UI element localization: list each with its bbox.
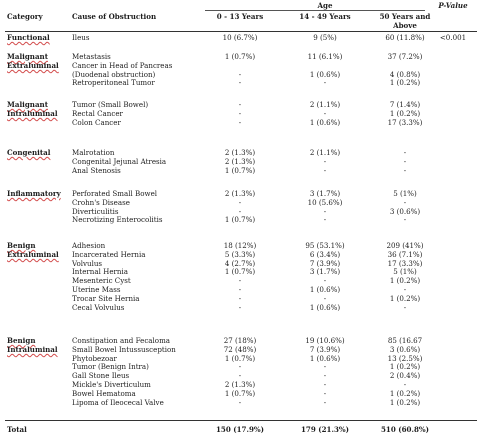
count-14-49-cell: -	[323, 371, 327, 381]
total-14-49: 179 (21.3%)	[300, 425, 349, 434]
count-14-49-cell: 11 (6.1%)	[307, 52, 343, 61]
cause-cell: Incarcerated Hernia	[72, 249, 146, 259]
count-0-13-cell: 1 (0.7%)	[224, 267, 256, 277]
count-0-13-cell: -	[238, 397, 242, 407]
count-14-49-cell: 2 (1.1%)	[309, 100, 341, 109]
category-label: Extraluminal	[7, 60, 59, 70]
cause-cell: Ileus	[72, 33, 90, 42]
count-0-13-cell: -	[238, 293, 242, 303]
col3-header-line1: 50 Years and	[379, 12, 431, 21]
count-50-above-cell: 5 (1%)	[393, 189, 417, 198]
category-label: Malignant	[7, 100, 48, 109]
cause-cell: Colon Cancer	[72, 117, 121, 127]
cause-cell: Rectal Cancer	[72, 108, 123, 118]
category-label: Intraluminal	[7, 108, 58, 118]
count-50-above-cell: -	[403, 302, 407, 312]
age-rule	[205, 10, 425, 11]
category-label: Intraluminal	[7, 344, 58, 354]
count-14-49-cell: 7 (3.9%)	[309, 258, 341, 268]
count-50-above-cell: 3 (0.6%)	[389, 206, 421, 216]
count-50-above-cell: -	[403, 148, 407, 157]
count-14-49-cell: -	[323, 108, 327, 118]
cause-header: Cause of Obstruction	[72, 12, 157, 21]
cause-cell: Perforated Small Bowel	[72, 189, 158, 198]
count-0-13-cell: 2 (1.3%)	[224, 189, 256, 198]
total-label: Total	[7, 425, 27, 434]
count-0-13-cell: 27 (18%)	[223, 336, 257, 345]
category-label: Functional	[7, 33, 50, 42]
cause-cell: Diverticulitis	[72, 206, 119, 216]
count-0-13-cell: 2 (1.3%)	[224, 156, 256, 166]
count-50-above-cell: -	[403, 285, 407, 294]
cause-cell: Bowel Hematoma	[72, 388, 136, 398]
cause-cell: Internal Hernia	[72, 267, 128, 277]
count-0-13-cell: 18 (12%)	[223, 241, 257, 250]
count-14-49-cell: -	[323, 380, 327, 389]
count-50-above-cell: 60 (11.8%)	[385, 33, 425, 42]
count-14-49-cell: 1 (0.6%)	[309, 117, 341, 127]
count-14-49-cell: -	[323, 293, 327, 303]
count-0-13-cell: 2 (1.3%)	[224, 148, 256, 157]
col2-header: 14 - 49 Years	[299, 12, 351, 21]
count-0-13-cell: 5 (3.3%)	[224, 249, 256, 259]
header-rule	[5, 31, 477, 32]
count-50-above-cell: -	[403, 197, 407, 207]
count-50-above-cell: 36 (7.1%)	[387, 249, 423, 259]
count-14-49-cell: 7 (3.9%)	[309, 344, 341, 354]
cause-cell: Gall Stone Ileus	[72, 371, 130, 381]
count-50-above-cell: 2 (0.4%)	[389, 371, 421, 381]
count-14-49-cell: 9 (5%)	[313, 33, 337, 42]
count-0-13-cell: -	[238, 276, 242, 286]
count-0-13-cell: -	[238, 285, 242, 294]
count-50-above-cell: 4 (0.8%)	[389, 69, 421, 79]
cause-cell: Volvulus	[72, 258, 103, 268]
count-50-above-cell: 17 (3.3%)	[387, 117, 423, 127]
category-header: Category	[7, 12, 43, 21]
count-14-49-cell: -	[323, 397, 327, 407]
count-50-above-cell: 5 (1%)	[393, 267, 417, 277]
count-50-above-cell: 1 (0.2%)	[389, 388, 421, 398]
cause-cell: Uterine Mass	[72, 285, 121, 294]
count-0-13-cell: -	[238, 108, 242, 118]
count-14-49-cell: 6 (3.4%)	[309, 249, 341, 259]
count-0-13-cell: -	[238, 117, 242, 127]
count-14-49-cell: 3 (1.7%)	[309, 189, 341, 198]
category-label: Extraluminal	[7, 249, 59, 259]
count-0-13-cell: -	[238, 78, 242, 88]
count-14-49-cell: -	[323, 276, 327, 286]
count-14-49-cell: -	[323, 215, 327, 225]
count-0-13-cell: 1 (0.7%)	[224, 215, 256, 225]
category-label: Congenital	[7, 148, 51, 157]
cause-cell: Tumor (Benign Intra)	[72, 362, 149, 372]
count-14-49-cell: -	[323, 156, 327, 166]
count-14-49-cell: 95 (53.1%)	[305, 241, 345, 250]
category-label: Inflammatory	[7, 189, 61, 198]
cause-cell: Cecal Volvulus	[72, 302, 125, 312]
count-50-above-cell: 1 (0.2%)	[389, 78, 421, 88]
cause-cell: Trocar Site Hernia	[72, 293, 140, 303]
count-50-above-cell: -	[403, 156, 407, 166]
count-0-13-cell: 1 (0.7%)	[224, 165, 256, 175]
cause-cell: Constipation and Fecaloma	[72, 336, 171, 345]
cause-cell: Small Bowel Intussusception	[72, 344, 176, 354]
cause-cell: Mesenteric Cyst	[72, 276, 131, 286]
count-50-above-cell: 1 (0.2%)	[389, 108, 421, 118]
count-50-above-cell: 1 (0.2%)	[389, 276, 421, 286]
count-0-13-cell: -	[238, 302, 242, 312]
count-14-49-cell: -	[323, 388, 327, 398]
total-50-above: 510 (60.8%)	[380, 425, 429, 434]
count-14-49-cell: 1 (0.6%)	[309, 69, 341, 79]
count-14-49-cell: -	[323, 206, 327, 216]
age-group-header: Age	[317, 1, 333, 10]
cause-cell: Phytobezoar	[72, 353, 117, 363]
count-14-49-cell: 1 (0.6%)	[309, 353, 341, 363]
count-0-13-cell: 10 (6.7%)	[222, 33, 258, 42]
count-14-49-cell: 10 (5.6%)	[307, 197, 343, 207]
count-50-above-cell: 7 (1.4%)	[389, 100, 421, 109]
count-0-13-cell: -	[238, 100, 242, 109]
count-0-13-cell: -	[238, 371, 242, 381]
count-50-above-cell: 13 (2.5%)	[387, 353, 423, 363]
cause-cell: Cancer in Head of Pancreas	[72, 60, 173, 70]
category-label: Malignant	[7, 52, 48, 61]
count-14-49-cell: -	[323, 78, 327, 88]
count-0-13-cell: 1 (0.7%)	[224, 353, 256, 363]
pvalue-header: P-Value	[438, 1, 468, 10]
count-50-above-cell: 209 (41%)	[386, 241, 424, 250]
count-14-49-cell: 1 (0.6%)	[309, 302, 341, 312]
category-label: Benign	[7, 241, 36, 250]
cause-cell: Adhesion	[72, 241, 106, 250]
category-label: Benign	[7, 336, 36, 345]
cause-cell: Retroperitoneal Tumor	[72, 78, 155, 88]
count-0-13-cell: 1 (0.7%)	[224, 388, 256, 398]
count-14-49-cell: -	[323, 165, 327, 175]
cause-cell: Tumor (Small Bowel)	[72, 100, 149, 109]
count-14-49-cell: 1 (0.6%)	[309, 285, 341, 294]
cause-cell: Metastasis	[72, 52, 111, 61]
total-0-13: 150 (17.9%)	[215, 425, 264, 434]
count-50-above-cell: 85 (16.67	[387, 336, 423, 345]
count-14-49-cell: 3 (1.7%)	[309, 267, 341, 277]
count-50-above-cell: 37 (7.2%)	[387, 52, 423, 61]
count-50-above-cell: 17 (3.3%)	[387, 258, 423, 268]
cause-cell: (Duodenal obstruction)	[72, 69, 156, 79]
total-rule	[5, 420, 477, 421]
count-0-13-cell: -	[238, 197, 242, 207]
count-50-above-cell: -	[403, 215, 407, 225]
col1-header: 0 - 13 Years	[216, 12, 264, 21]
count-0-13-cell: -	[238, 69, 242, 79]
cause-cell: Necrotizing Enterocolitis	[72, 215, 163, 225]
count-50-above-cell: 1 (0.2%)	[389, 293, 421, 303]
count-0-13-cell: 1 (0.7%)	[224, 52, 256, 61]
count-14-49-cell: 2 (1.1%)	[309, 148, 341, 157]
count-0-13-cell: 2 (1.3%)	[224, 380, 256, 389]
cause-cell: Mickle's Diverticulum	[72, 380, 151, 389]
count-0-13-cell: -	[238, 362, 242, 372]
cause-cell: Anal Stenosis	[72, 165, 121, 175]
cause-cell: Lipoma of Ileocecal Valve	[72, 397, 164, 407]
count-14-49-cell: -	[323, 362, 327, 372]
count-0-13-cell: 4 (2.7%)	[224, 258, 256, 268]
count-50-above-cell: 3 (0.6%)	[389, 344, 421, 354]
cause-cell: Malrotation	[72, 148, 115, 157]
pvalue-cell: <0.001	[439, 33, 467, 42]
count-50-above-cell: -	[403, 380, 407, 389]
count-14-49-cell: 19 (10.6%)	[305, 336, 345, 345]
count-50-above-cell: 1 (0.2%)	[389, 362, 421, 372]
count-0-13-cell: 72 (48%)	[223, 344, 257, 354]
cause-cell: Congenital Jejunal Atresia	[72, 156, 167, 166]
cause-cell: Crohn's Disease	[72, 197, 130, 207]
count-50-above-cell: -	[403, 165, 407, 175]
count-50-above-cell: 1 (0.2%)	[389, 397, 421, 407]
col3-header-line2: Above	[393, 21, 417, 30]
count-0-13-cell: -	[238, 206, 242, 216]
